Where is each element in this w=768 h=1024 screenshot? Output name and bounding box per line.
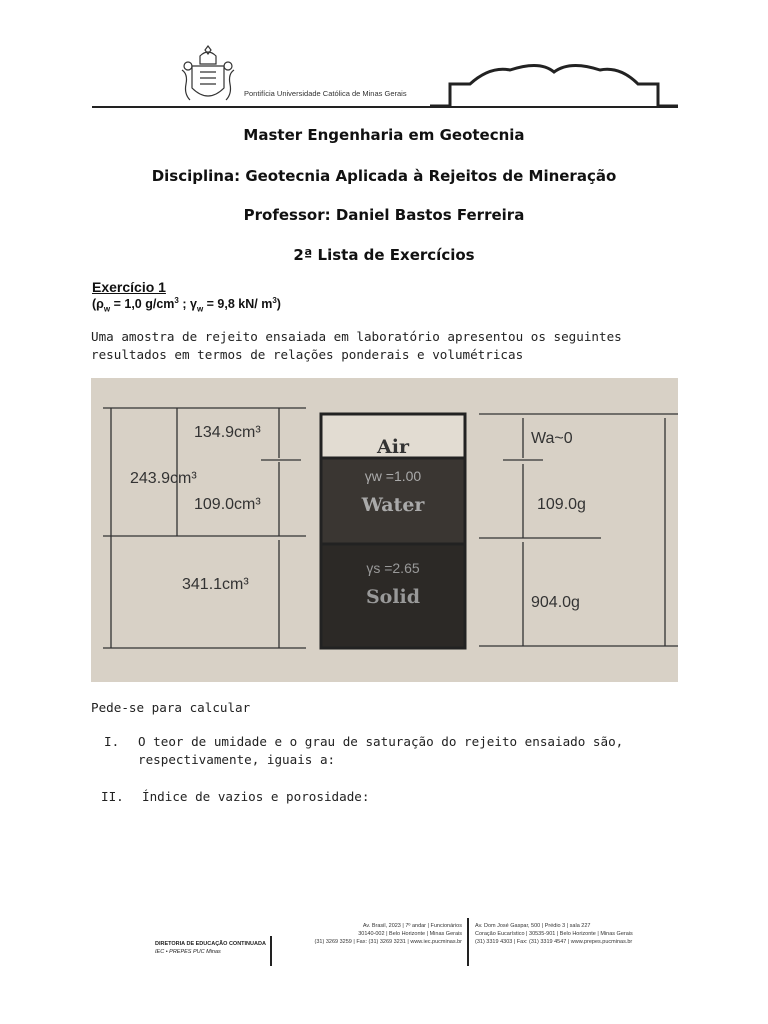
water-weight-label: 109.0g bbox=[537, 496, 586, 513]
question-text: Índice de vazios e porosidade: bbox=[142, 789, 370, 804]
discipline-title: Disciplina: Geotecnia Aplicada à Rejeitos de Mineração bbox=[151, 167, 617, 185]
water-phase-label: Water bbox=[361, 494, 425, 516]
phase-diagram-figure bbox=[91, 378, 678, 682]
question-number: I. bbox=[104, 734, 120, 749]
water-volume-label: 109.0cm³ bbox=[194, 496, 261, 513]
exercise-heading: Exercício 1 bbox=[92, 279, 166, 295]
professor-title: Professor: Daniel Bastos Ferreira bbox=[243, 206, 525, 224]
footer-address-iec: Av. Brasil, 2023 | 7º andar | Funcionários 30140-002 | Belo Horizonte | Minas Gerais (31) 3269 3259 | Fax: (31) 3269 3231 | www.iec.pucminas.br bbox=[314, 923, 462, 945]
solid-volume-label: 341.1cm³ bbox=[182, 576, 249, 593]
course-title: Master Engenharia em Geotecnia bbox=[243, 126, 525, 144]
exercise-constants: ($\rho_w = 1,0$ $g/cm^3$ ; $\gamma_w = 9,8$ kN/ $m^3$) bbox=[92, 296, 281, 314]
water-unit-weight-label: γw =1.00 bbox=[364, 468, 422, 484]
header-rule bbox=[92, 106, 678, 108]
air-weight-label: Wa~0 bbox=[531, 430, 573, 447]
solid-weight-label: 904.0g bbox=[531, 594, 580, 611]
questions-intro: Pede-se para calcular bbox=[91, 700, 251, 715]
question-number: II. bbox=[101, 789, 124, 804]
footer-institution: DIRETORIA DE EDUCAÇÃO CONTINUADA IEC • PREPES PUC Minas bbox=[155, 941, 266, 955]
footer-divider bbox=[467, 918, 469, 966]
footer-address-prepes: Av. Dom José Gaspar, 500 | Prédio 3 | sala 227 Coração Eucarístico | 30535-901 | Belo Horizonte | Minas Gerais (31) 3319 4303 | Fax: (31) 3319 4547 | www.prepes.pucminas.br bbox=[475, 923, 633, 945]
university-crest-logo bbox=[178, 44, 238, 106]
footer-divider bbox=[270, 936, 272, 966]
question-text: O teor de umidade e o grau de saturação do rejeito ensaiado são, respectivamente, iguais a: bbox=[138, 734, 624, 767]
building-dome-outline bbox=[430, 62, 678, 108]
solid-unit-weight-label: γs =2.65 bbox=[366, 560, 420, 576]
question-item bbox=[101, 788, 701, 808]
exercise-statement: Uma amostra de rejeito ensaiada em laboratório apresentou os seguintes resultados em termos de relações ponderais e volumétricas bbox=[91, 329, 622, 362]
air-volume-label: 134.9cm³ bbox=[194, 424, 261, 441]
question-item bbox=[104, 733, 704, 773]
exercise-list-title: 2ª Lista de Exercícios bbox=[293, 246, 475, 264]
voids-volume-label: 243.9cm³ bbox=[130, 470, 197, 487]
air-phase-label: Air bbox=[377, 436, 409, 458]
solid-phase-label: Solid bbox=[365, 586, 421, 608]
university-name: Pontifícia Universidade Católica de Minas Gerais bbox=[244, 89, 407, 98]
